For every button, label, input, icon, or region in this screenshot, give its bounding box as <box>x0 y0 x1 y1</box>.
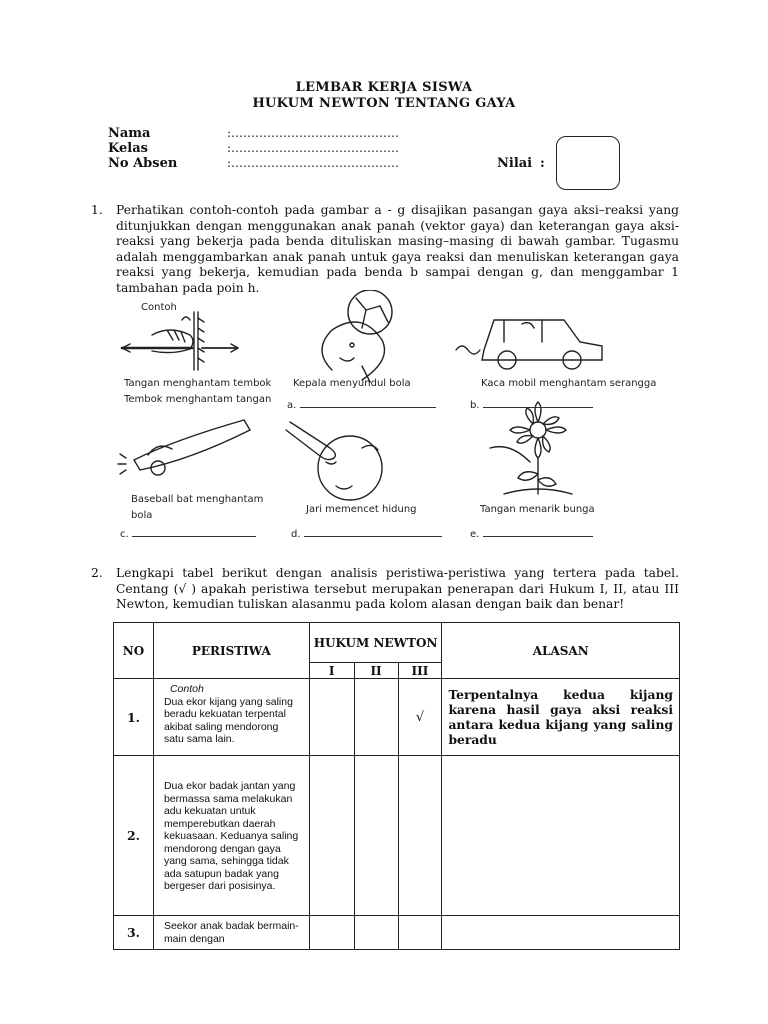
bat-caption-line2: bola <box>131 510 153 521</box>
no-absen-field[interactable]: :…………………………………… <box>227 156 400 170</box>
flower-drawing <box>490 402 572 494</box>
check-cell-i[interactable] <box>309 679 354 756</box>
peristiwa-text: Dua ekor kijang yang saling beradu kekuatan terpental akibat saling mendorong satu sama lain. <box>163 695 293 745</box>
blank-e-line <box>483 528 593 537</box>
check-cell-iii[interactable] <box>398 916 442 950</box>
check-cell-ii[interactable] <box>354 916 398 950</box>
check-cell-i[interactable] <box>309 756 354 916</box>
blank-a-line <box>300 399 436 408</box>
row-number: 2. <box>114 756 154 916</box>
row-number: 1. <box>114 679 154 756</box>
header-hukum-iii: III <box>398 663 442 679</box>
nama-field[interactable]: :…………………………………… <box>227 126 400 140</box>
contoh-caption-reaction: Tembok menghantam tangan <box>124 394 272 405</box>
label-kelas: Kelas <box>108 141 148 156</box>
car-caption: Kaca mobil menghantam serangga <box>481 378 657 389</box>
blank-b-line <box>483 399 593 408</box>
blank-a-label: a. <box>287 400 297 411</box>
alasan-cell[interactable]: Terpentalnya kedua kijang karena hasil gaya aksi reaksi antara kedua kijang yang saling beradu <box>442 679 680 756</box>
blank-e[interactable] <box>470 528 593 540</box>
nose-caption: Jari memencet hidung <box>306 504 417 515</box>
question2-text: Lengkapi tabel berikut dengan analisis peristiwa-peristiwa yang tertera pada tabel. Centang (√ ) apakah peristiwa tersebut merupakan penerapan dari Hukum I, II, atau III Newton, kemudian tuliskan alasanmu pada kolom alasan dengan baik dan benar! <box>116 566 679 611</box>
check-cell-iii[interactable]: √ <box>398 679 442 756</box>
peristiwa-cell: Dua ekor badak jantan yang bermassa sama melakukan adu kekuatan untuk memperebutkan daerah kekuasaan. Keduanya saling mendorong dengan gaya yang sama, sehingga tidak ada satupun badak yang bergeser dari posisinya. <box>153 756 309 916</box>
blank-d-label: d. <box>291 529 301 540</box>
header-hukum-ii: II <box>354 663 398 679</box>
blank-d-line <box>304 528 442 537</box>
flower-caption: Tangan menarik bunga <box>480 504 595 515</box>
table-row <box>114 756 680 916</box>
header-no: NO <box>114 623 154 679</box>
blank-c-line <box>132 528 256 537</box>
nilai-box[interactable] <box>556 136 620 190</box>
header-hukum-i: I <box>309 663 354 679</box>
fist-wall-drawing <box>122 312 238 370</box>
label-no-absen: No Absen <box>108 156 178 171</box>
question1-number: 1. <box>91 203 103 217</box>
contoh-label: Contoh <box>141 302 177 313</box>
table-row <box>114 916 680 950</box>
table-header-row <box>114 623 680 663</box>
peristiwa-cell <box>153 679 309 756</box>
contoh-tag: Contoh <box>169 683 204 695</box>
blank-c[interactable] <box>120 528 256 540</box>
nilai-colon: : <box>540 156 545 171</box>
finger-nose-drawing <box>286 422 382 500</box>
worksheet-subtitle: HUKUM NEWTON TENTANG GAYA <box>252 96 516 111</box>
check-cell-iii[interactable] <box>398 756 442 916</box>
kelas-field[interactable]: :…………………………………… <box>227 141 400 155</box>
analysis-table <box>113 622 680 950</box>
check-cell-ii[interactable] <box>354 756 398 916</box>
blank-b[interactable] <box>470 399 593 411</box>
blank-d[interactable] <box>291 528 442 540</box>
row-number: 3. <box>114 916 154 950</box>
header-alasan: ALASAN <box>442 623 680 679</box>
bat-caption-line1: Baseball bat menghantam <box>131 494 264 505</box>
header-hukum-newton: HUKUM NEWTON <box>309 623 442 663</box>
check-cell-i[interactable] <box>309 916 354 950</box>
alasan-cell[interactable] <box>442 916 680 950</box>
contoh-caption-action: Tangan menghantam tembok <box>124 378 272 389</box>
table-row <box>114 679 680 756</box>
head-ball-drawing <box>322 290 392 382</box>
blank-b-label: b. <box>470 400 480 411</box>
label-nilai: Nilai <box>497 156 533 171</box>
blank-e-label: e. <box>470 529 480 540</box>
question2-number: 2. <box>91 566 103 580</box>
question1-text: Perhatikan contoh-contoh pada gambar a - g disajikan pasangan gaya aksi–reaksi yang ditunjukkan dengan menggunakan anak panah (vektor gaya) dan keterangan gaya aksi-reaksi yang bekerja pada benda dituliskan masing–masing di bawah gambar. Tugasmu adalah menggambarkan anak panah untuk gaya reaksi dan menuliskan keterangan gaya reaksi yang bekerja, kemudian pada benda b sampai dengan g, dan menggambar 1 tambahan pada poin h. <box>116 203 679 295</box>
blank-a[interactable] <box>287 399 436 411</box>
head-caption: Kepala menyundul bola <box>293 378 411 389</box>
car-insect-drawing <box>456 320 602 369</box>
worksheet-title: LEMBAR KERJA SISWA <box>295 80 473 95</box>
header-peristiwa: PERISTIWA <box>153 623 309 679</box>
check-cell-ii[interactable] <box>354 679 398 756</box>
blank-c-label: c. <box>120 529 129 540</box>
bat-ball-drawing <box>118 420 250 475</box>
alasan-cell[interactable] <box>442 756 680 916</box>
peristiwa-cell: Seekor anak badak bermain-main dengan <box>153 916 309 950</box>
label-nama: Nama <box>108 126 151 141</box>
